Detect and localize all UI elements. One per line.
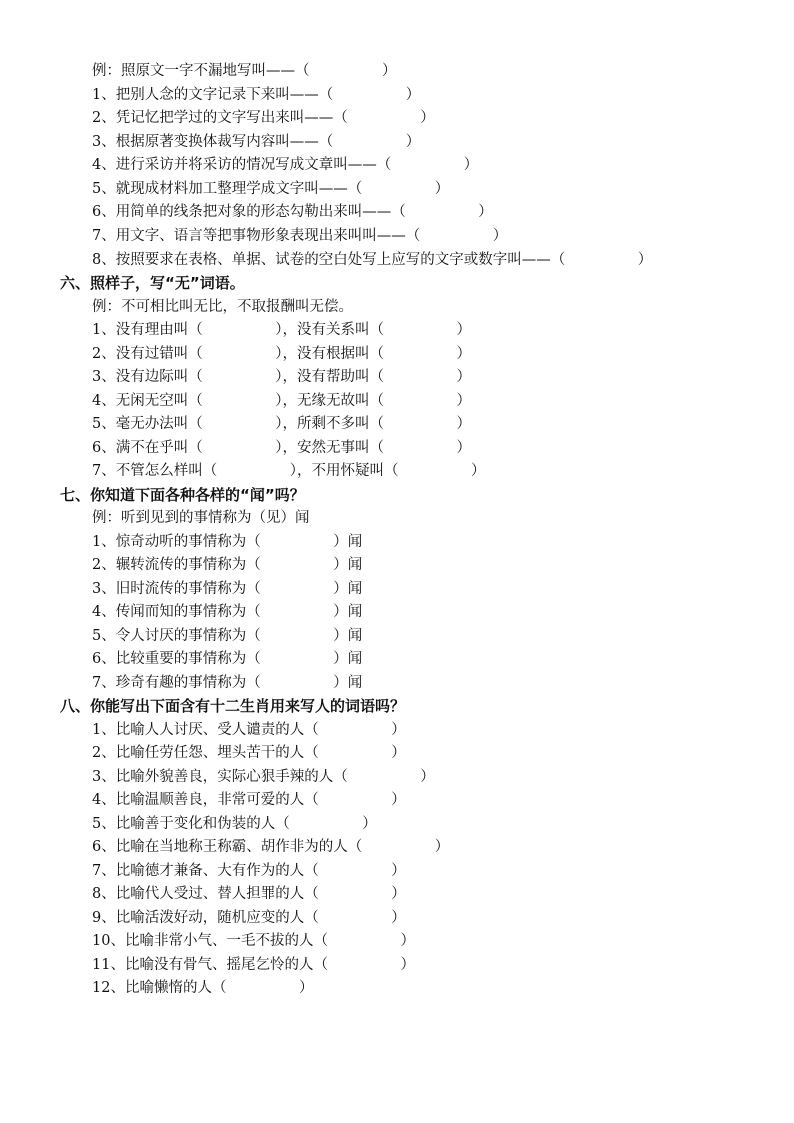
s6-item-6: 6、满不在乎叫（ ），安然无事叫（ ） xyxy=(92,440,471,456)
s8-item-1: 1、比喻人人讨厌、受人谴责的人（ ） xyxy=(92,722,406,738)
s5-item-1: 1、把别人念的文字记录下来叫——（ ） xyxy=(92,87,421,103)
s8-item-3: 3、比喻外貌善良，实际心狠手辣的人（ ） xyxy=(92,769,435,785)
s7-item-4: 4、传闻而知的事情称为（ ）闻 xyxy=(92,604,363,620)
s8-item-4: 4、比喻温顺善良，非常可爱的人（ ） xyxy=(92,792,406,808)
s5-example: 例：照原文一字不漏地写叫——（ ） xyxy=(92,63,397,79)
s6-item-2: 2、没有过错叫（ ），没有根据叫（ ） xyxy=(92,346,471,362)
s6-example: 例：不可相比叫无比，不取报酬叫无偿。 xyxy=(92,299,353,315)
s6-title: 六、照样子，写“无”词语。 xyxy=(60,274,245,292)
s5-item-3: 3、根据原著变换体裁写内容叫——（ ） xyxy=(92,134,421,150)
s5-item-5: 5、就现成材料加工整理学成文字叫——（ ） xyxy=(92,181,450,197)
s7-item-1: 1、惊奇动听的事情称为（ ）闻 xyxy=(92,534,363,550)
s6-item-7: 7、不管怎么样叫（ ），不用怀疑叫（ ） xyxy=(92,463,486,479)
s8-title: 八、你能写出下面含有十二生肖用来写人的词语吗？ xyxy=(60,697,406,715)
s8-item-5: 5、比喻善于变化和伪装的人（ ） xyxy=(92,816,377,832)
s6-item-3: 3、没有边际叫（ ），没有帮助叫（ ） xyxy=(92,369,471,385)
s5-item-7: 7、用文字、语言等把事物形象表现出来叫叫——（ ） xyxy=(92,228,508,244)
s8-item-8: 8、比喻代人受过、替人担罪的人（ ） xyxy=(92,886,406,902)
s7-example: 例：听到见到的事情称为（见）闻 xyxy=(92,510,310,526)
s5-item-6: 6、用简单的线条把对象的形态勾勒出来叫——（ ） xyxy=(92,204,493,220)
s6-item-4: 4、无闲无空叫（ ），无缘无故叫（ ） xyxy=(92,393,471,409)
s5-item-8: 8、按照要求在表格、单据、试卷的空白处写上应写的文字或数字叫——（ ） xyxy=(92,252,653,268)
s6-item-1: 1、没有理由叫（ ），没有关系叫（ ） xyxy=(92,322,471,338)
s8-item-12: 12、比喻懒惰的人（ ） xyxy=(92,980,314,996)
s7-item-2: 2、辗转流传的事情称为（ ）闻 xyxy=(92,557,363,573)
s8-item-11: 11、比喻没有骨气、摇尾乞怜的人（ ） xyxy=(92,957,415,973)
s8-item-9: 9、比喻活泼好动，随机应变的人（ ） xyxy=(92,910,406,926)
s8-item-10: 10、比喻非常小气、一毛不拔的人（ ） xyxy=(92,933,415,949)
s5-item-4: 4、进行采访并将采访的情况写成文章叫——（ ） xyxy=(92,157,479,173)
s8-item-2: 2、比喻任劳任怨、埋头苦干的人（ ） xyxy=(92,745,406,761)
s7-title: 七、你知道下面各种各样的“闻”吗？ xyxy=(60,486,305,504)
s7-item-3: 3、旧时流传的事情称为（ ）闻 xyxy=(92,581,363,597)
s6-item-5: 5、毫无办法叫（ ），所剩不多叫（ ） xyxy=(92,416,471,432)
s5-item-2: 2、凭记忆把学过的文字写出来叫——（ ） xyxy=(92,110,435,126)
s7-item-5: 5、令人讨厌的事情称为（ ）闻 xyxy=(92,628,363,644)
s7-item-6: 6、比较重要的事情称为（ ）闻 xyxy=(92,651,363,667)
s8-item-7: 7、比喻德才兼备、大有作为的人（ ） xyxy=(92,863,406,879)
s8-item-6: 6、比喻在当地称王称霸、胡作非为的人（ ） xyxy=(92,839,450,855)
s7-item-7: 7、珍奇有趣的事情称为（ ）闻 xyxy=(92,675,363,691)
